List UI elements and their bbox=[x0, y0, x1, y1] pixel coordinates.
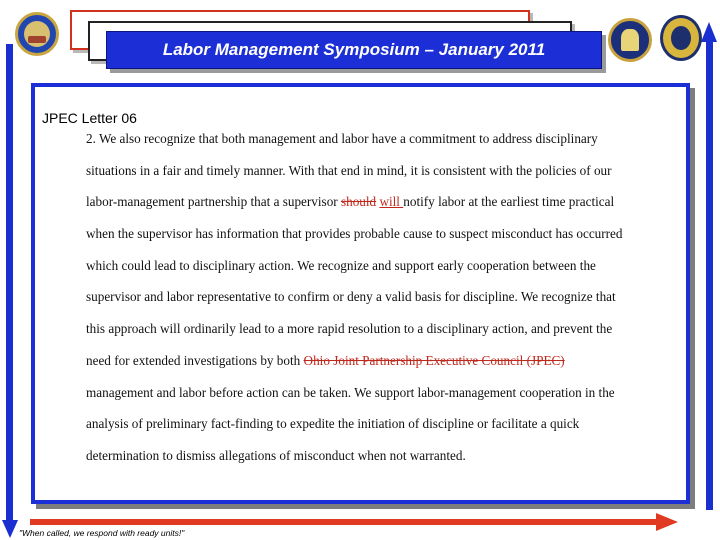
line-text: notify labor at the earliest time practical bbox=[403, 194, 615, 210]
line-text: labor-management partnership that a supervisor bbox=[86, 194, 341, 210]
document-line bbox=[86, 385, 676, 417]
line-text: management and labor before action can be taken. We support labor-management cooperation in the bbox=[86, 384, 615, 400]
line-text: this approach will ordinarily lead to a more rapid resolution to a disciplinary action, and prevent the bbox=[86, 321, 613, 337]
line-text: determination to dismiss allegations of misconduct when not warranted. bbox=[86, 447, 466, 463]
document-line bbox=[86, 194, 676, 226]
bottom-red-arrow-shaft bbox=[30, 519, 660, 525]
line-text: 2. We also recognize that both management and labor have a commitment to address disciplinary bbox=[86, 131, 598, 146]
line-text: supervisor and labor representative to confirm or deny a valid basis for discipline. We recognize that bbox=[86, 289, 616, 305]
up-arrow-icon bbox=[701, 22, 717, 42]
footer-motto: "When called, we respond with ready units!" bbox=[19, 528, 185, 538]
down-arrow-icon bbox=[2, 520, 18, 538]
header-banner bbox=[106, 31, 602, 69]
line-text: situations in a fair and timely manner. With that end in mind, it is consistent with the policies of our bbox=[86, 162, 612, 178]
right-arrow-icon bbox=[656, 513, 678, 531]
document-line bbox=[86, 163, 676, 195]
deleted-text: Ohio Joint Partnership Executive Council (JPEC) bbox=[303, 352, 565, 368]
national-guard-seal-icon bbox=[608, 18, 652, 62]
document-line bbox=[86, 226, 676, 258]
left-blue-arrow-shaft bbox=[6, 44, 13, 522]
document-body bbox=[86, 131, 676, 480]
right-blue-arrow-shaft bbox=[706, 40, 713, 510]
line-text: analysis of preliminary fact-finding to expedite the initiation of discipline or facilitate a quick bbox=[86, 416, 580, 432]
document-line bbox=[86, 131, 676, 163]
document-line bbox=[86, 448, 676, 480]
deleted-text: should bbox=[340, 194, 377, 210]
document-line bbox=[86, 258, 676, 290]
line-text: when the supervisor has information that provides probable cause to suspect misconduct has occurred bbox=[86, 226, 623, 242]
document-line bbox=[86, 289, 676, 321]
document-line bbox=[86, 353, 676, 385]
army-national-guard-seal-icon bbox=[660, 15, 702, 61]
line-text: which could lead to disciplinary action. We recognize and support early cooperation between the bbox=[86, 257, 596, 273]
document-line bbox=[86, 321, 676, 353]
line-text: need for extended investigations by both bbox=[86, 352, 304, 368]
ohio-seal-icon bbox=[15, 12, 59, 56]
inserted-text: will bbox=[379, 194, 404, 210]
page-title: Labor Management Symposium – January 2011 bbox=[162, 40, 546, 59]
document-label: JPEC Letter 06 bbox=[42, 110, 137, 126]
document-line bbox=[86, 416, 676, 448]
